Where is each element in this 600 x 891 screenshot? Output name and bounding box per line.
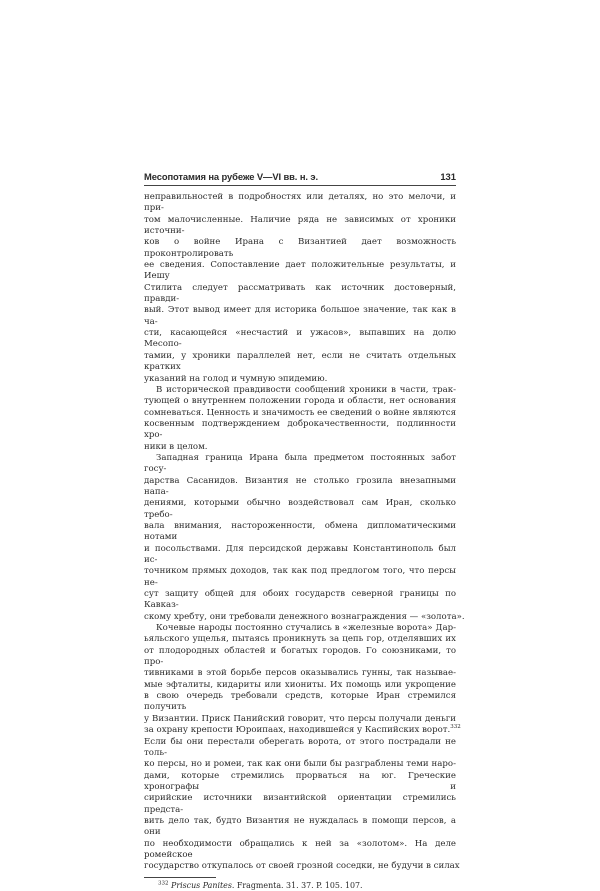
text-line: за охрану крепости Юроипаах, находившейся у Каспийских ворот.$^{332}$	[144, 724, 461, 736]
page-number: 131	[440, 171, 456, 182]
text-line: в свою очередь требовали средств, которые Иран стремился получить	[144, 691, 456, 713]
text-line: В исторической правдивости сообщений хроники в части, трак-	[156, 384, 456, 395]
text-line: сти, касающейся «несчастий и ужасов», выпавших на долю Месопо-	[144, 328, 456, 350]
footnote-number: 332	[158, 880, 169, 886]
text-line: тующей о внутреннем положении города и области, нет основания	[144, 396, 456, 407]
text-line: тивниками в этой борьбе персов оказывались гунны, так называе-	[144, 668, 456, 679]
footnote-reference[interactable]: 332	[450, 724, 461, 731]
text-line: вить дело так, будто Византия не нуждалась в помощи персов, а они	[144, 815, 456, 838]
text-line: вый. Этот вывод имеет для историка большое значение, так как в ча-	[144, 305, 456, 327]
text-line: от плодородных областей и богатых городов. Го союзниками, то про-	[144, 645, 456, 668]
text-line: точником прямых доходов, так как под предлогом того, что персы не-	[144, 566, 456, 588]
text-line: косвенным подтверждением доброкачественности, подлинности хро-	[144, 418, 456, 441]
text-line: дами, которые стремились прорваться на юг. Греческие хронографы и	[144, 770, 456, 792]
text-line: государство откупалось от своей грозной соседки, не будучи в силах	[144, 861, 460, 872]
paragraph	[144, 192, 456, 385]
running-title: Месопотамия на рубеже V—VI вв. н. э.	[144, 171, 318, 182]
text-line: Западная граница Ирана была предметом постоянных забот госу-	[144, 452, 456, 475]
text-line: том малочисленные. Наличие ряда не зависимых от хроники источни-	[144, 214, 456, 237]
running-header	[144, 171, 456, 186]
text-line: Стилита следует рассматривать как источник достоверный, правди-	[144, 282, 456, 305]
body-text	[144, 192, 465, 873]
text-line: мые эфталиты, кидариты или хиониты. Их помощь или укрощение	[144, 679, 456, 690]
paragraph	[144, 623, 461, 736]
paragraph	[144, 452, 465, 623]
text-line: вала внимания, настороженности, обмена дипломатическими нотами	[144, 520, 456, 543]
footnote-rule	[144, 877, 216, 878]
text-line: и посольствами. Для персидской державы Константинополь был ис-	[144, 543, 456, 565]
paragraph	[144, 736, 460, 873]
text-line: дарства Сасанидов. Византия не столько грозила внезапными напа-	[144, 475, 456, 497]
text-line: тамии, у хроники параллелей нет, если не считать отдельных кратких	[144, 350, 456, 373]
text-line: скому хребту, они требовали денежного вознаграждения — «золота».	[144, 611, 465, 622]
text-line: Если бы они перестали оберегать ворота, от этого пострадали не толь-	[144, 736, 456, 758]
text-line: Кочевые народы постоянно стучались в «железные ворота» Дар-	[156, 623, 456, 634]
text-line: сомневаться. Ценность и значимость ее сведений о войне являются	[144, 407, 456, 418]
text-line: сирийские источники византийской ориентации стремились предста-	[144, 793, 456, 815]
text-line: указаний на голод и чумную эпидемию.	[144, 373, 328, 384]
text-line: дениями, которыми обычно воздействовал сам Иран, сколько требо-	[144, 498, 456, 520]
text-line: неправильностей в подробностях или деталях, но это мелочи, и при-	[144, 192, 456, 214]
text-line: у Византии. Приск Панийский говорит, что персы получали деньги	[144, 713, 456, 724]
text-line: по необходимости обращались к ней за «золотом». На деле ромейское	[144, 838, 456, 860]
book-page	[144, 171, 465, 891]
text-line: ники в целом.	[144, 441, 208, 452]
text-line: ее сведения. Сопоставление дает положительные результаты, и Иешу	[144, 260, 456, 282]
text-line: ьяльского ущелья, пытаясь проникнуть за цепь гор, отделявших их	[144, 634, 456, 645]
footnote	[144, 881, 456, 891]
paragraph	[144, 385, 456, 453]
text-line: ко персы, но и ромеи, так как они были бы разграблены теми наро-	[144, 759, 456, 770]
text-line: сут защиту общей для обоих государств северной границы по Кавказ-	[144, 589, 456, 611]
footnote-text: Fragmenta. 31. 37. P. 105. 107.	[236, 880, 363, 890]
footnote-author: Priscus Panites.	[171, 880, 235, 890]
text-line: ков о войне Ирана с Византией дает возможность проконтролировать	[144, 237, 456, 259]
